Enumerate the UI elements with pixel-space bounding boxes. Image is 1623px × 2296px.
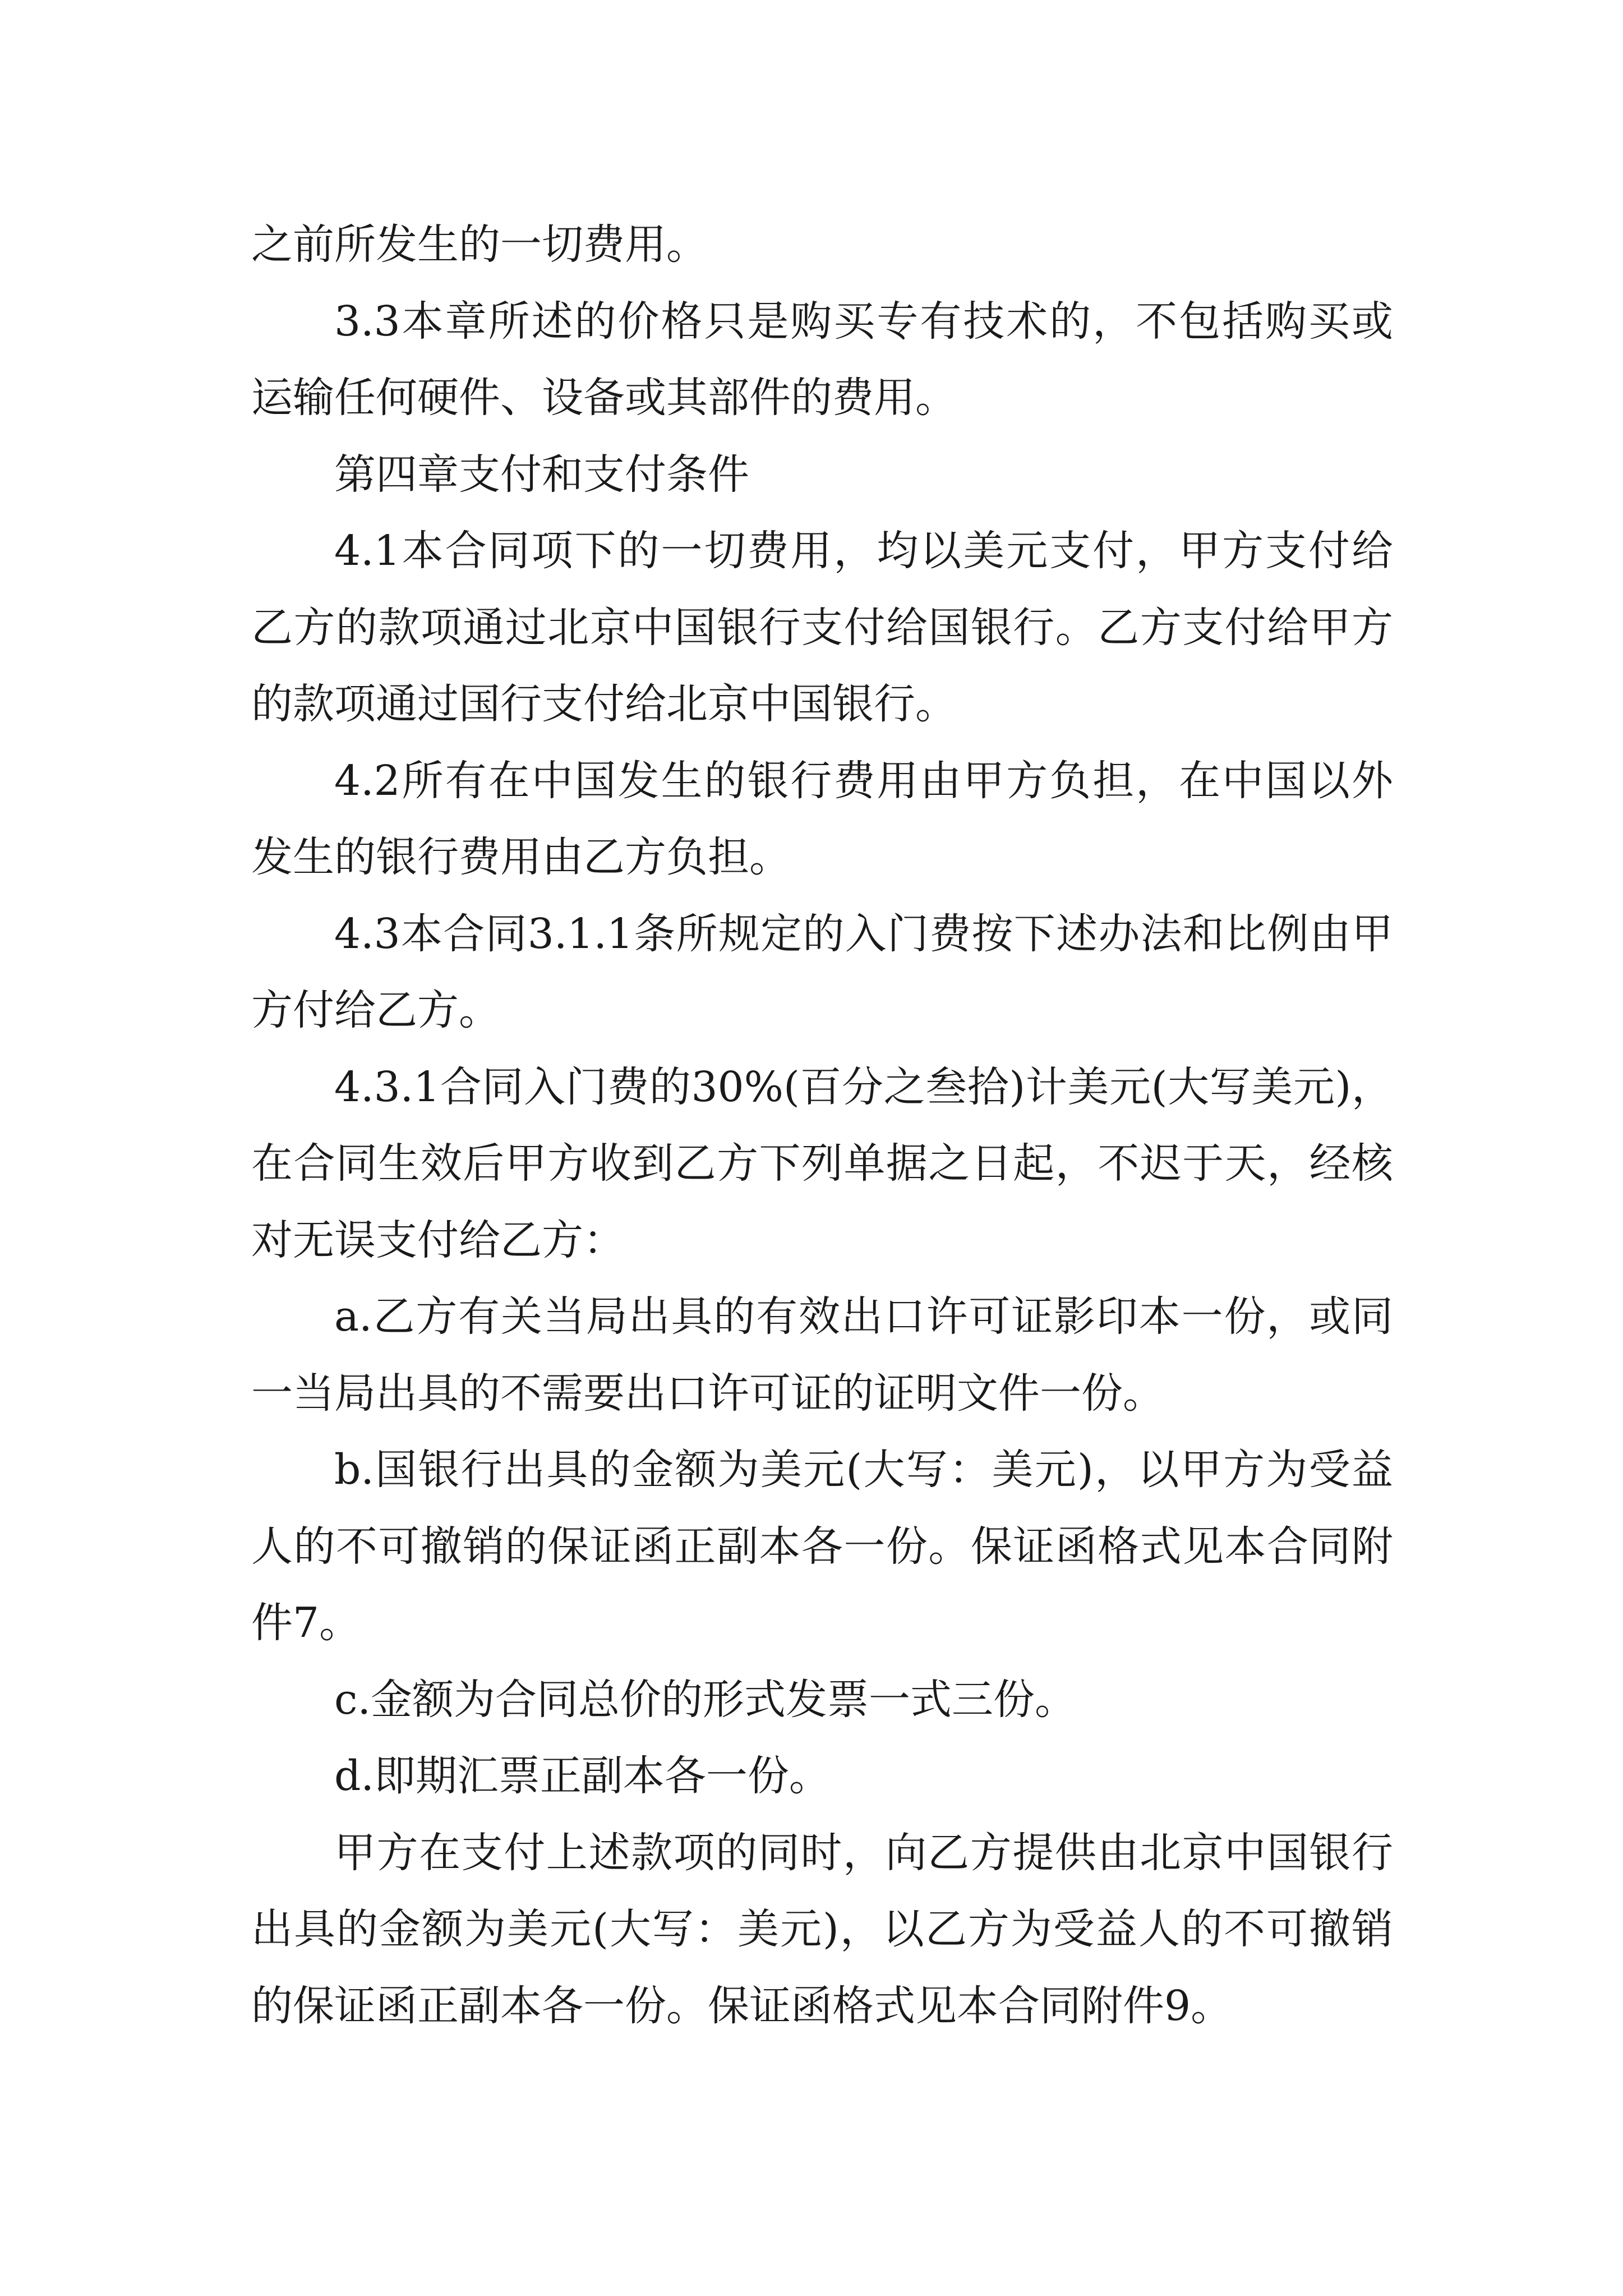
paragraph-4-3: 4.3本合同3.1.1条所规定的入门费按下述办法和比例由甲方付给乙方。 [251,909,1393,1034]
contract-body-text [251,206,1393,2044]
list-item-d: d.即期汇票正副本各一份。 [334,1752,831,1800]
paragraph-4-2: 4.2所有在中国发生的银行费用由甲方负担，在中国以外发生的银行费用由乙方负担。 [251,756,1393,881]
list-item-c: c.金额为合同总价的形式发票一式三份。 [334,1675,1076,1724]
paragraph-4-1: 4.1本合同项下的一切费用，均以美元支付，甲方支付给乙方的款项通过北京中国银行支付给国银行。乙方支付给甲方的款项通过国行支付给北京中国银行。 [251,527,1393,728]
paragraph-party-a-guarantee: 甲方在支付上述款项的同时，向乙方提供由北京中国银行出具的金额为美元(大写：美元)，以乙方为受益人的不可撤销的保证函正副本各一份。保证函格式见本合同附件9。 [251,1828,1393,2030]
chapter-4-heading: 第四章支付和支付条件 [334,450,749,499]
paragraph-3-3: 3.3本章所述的价格只是购买专有技术的，不包括购买或运输任何硬件、设备或其部件的费用。 [251,297,1393,422]
list-item-b: b.国银行出具的金额为美元(大写：美元)，以甲方为受益人的不可撤销的保证函正副本各一份。保证函格式见本合同附件7。 [251,1446,1393,1647]
paragraph-4-3-1: 4.3.1合同入门费的30%(百分之叁拾)计美元(大写美元)，在合同生效后甲方收到乙方下列单据之日起，不迟于天，经核对无误支付给乙方： [251,1062,1393,1264]
list-item-a: a.乙方有关当局出具的有效出口许可证影印本一份，或同一当局出具的不需要出口许可证的证明文件一份。 [251,1292,1393,1418]
paragraph-fees-before: 之前所发生的一切费用。 [251,220,708,269]
